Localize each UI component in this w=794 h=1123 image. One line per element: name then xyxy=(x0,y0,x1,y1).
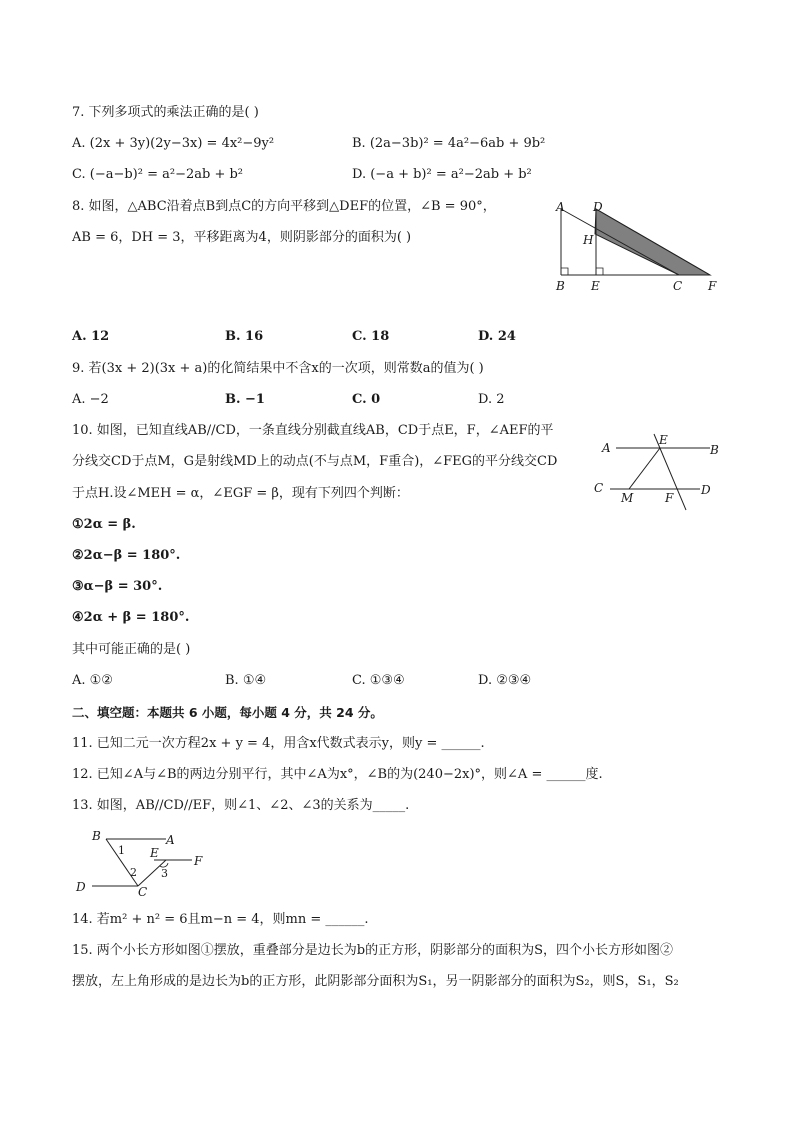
q8-label-a: A xyxy=(556,200,565,214)
q8-label-b: B xyxy=(556,279,565,293)
q7-option-a[interactable]: A. (2x + 3y)(2y−3x) = 4x²−9y² xyxy=(72,136,275,151)
q7-option-b[interactable]: B. (2a−3b)² = 4a²−6ab + 9b² xyxy=(352,136,546,151)
q10-label-m: M xyxy=(621,491,634,505)
q10-judgement-2: ②2α−β = 180°. xyxy=(72,548,181,563)
q13-label-1: 1 xyxy=(118,844,125,857)
q8-right-angle-e xyxy=(596,268,603,275)
q9-stem: 9. 若(3x + 2)(3x + a)的化简结果中不含x的一次项，则常数a的值为( ) xyxy=(72,361,484,376)
q8-stem-line1: 8. 如图，△ABC沿着点B到点C的方向平移到△DEF的位置，∠B = 90°， xyxy=(72,199,496,214)
q10-option-b[interactable]: B. ①④ xyxy=(225,673,267,688)
q10-question: 其中可能正确的是( ) xyxy=(72,642,191,657)
q8-option-d[interactable]: D. 24 xyxy=(478,329,516,344)
q8-label-e: E xyxy=(591,279,600,293)
q8-option-a[interactable]: A. 12 xyxy=(72,329,110,344)
q13-label-a: A xyxy=(166,833,175,847)
q14-stem: 14. 若m² + n² = 6且m−n = 4，则mn = ______. xyxy=(72,912,369,927)
q13-label-c: C xyxy=(138,885,148,898)
q8-label-f: F xyxy=(708,279,717,293)
q10-judgement-3: ③α−β = 30°. xyxy=(72,579,163,594)
q10-label-a: A xyxy=(602,441,611,455)
q8-label-c: C xyxy=(673,279,683,293)
q8-stem-line2: AB = 6，DH = 3，平移距离为4，则阴影部分的面积为( ) xyxy=(72,230,412,245)
q11-stem: 11. 已知二元一次方程2x + y = 4，用含x代数式表示y，则y = ______. xyxy=(72,736,485,751)
q7-stem: 7. 下列多项式的乘法正确的是( ) xyxy=(72,105,259,120)
q10-label-b: B xyxy=(710,443,719,457)
q13-stem: 13. 如图，AB//CD//EF，则∠1、∠2、∠3的关系为_____. xyxy=(72,798,410,813)
q9-option-d[interactable]: D. 2 xyxy=(478,392,505,407)
q9-option-a[interactable]: A. −2 xyxy=(72,392,109,407)
q10-option-d[interactable]: D. ②③④ xyxy=(478,673,532,688)
q10-label-e: E xyxy=(659,433,668,447)
q7-option-d[interactable]: D. (−a + b)² = a²−2ab + b² xyxy=(352,167,532,182)
q10-bisector-em xyxy=(629,448,660,489)
q8-translation-figure xyxy=(548,198,728,298)
q13-label-3: 3 xyxy=(161,867,168,880)
q10-stem-line1: 10. 如图，已知直线AB//CD，一条直线分别截直线AB，CD于点E，F，∠AEF的平 xyxy=(72,423,554,438)
q10-stem-line3: 于点H.设∠MEH = α，∠EGF = β，现有下列四个判断： xyxy=(72,486,409,501)
q10-label-d: D xyxy=(701,483,711,497)
q10-judgement-4: ④2α + β = 180°. xyxy=(72,610,190,625)
q7-option-c[interactable]: C. (−a−b)² = a²−2ab + b² xyxy=(72,167,244,182)
q10-option-a[interactable]: A. ①② xyxy=(72,673,113,688)
q13-label-2: 2 xyxy=(130,866,137,879)
q9-option-b[interactable]: B. −1 xyxy=(225,392,265,407)
q15-stem-line2: 摆放，左上角形成的是边长为b的正方形，此阴影部分面积为S₁，另一阴影部分的面积为S₂，则S，S₁，S₂ xyxy=(72,974,679,989)
q8-label-h: H xyxy=(583,233,594,247)
q13-label-d: D xyxy=(76,880,86,894)
q13-label-b: B xyxy=(92,829,101,843)
q13-parallel-figure xyxy=(72,826,212,898)
q15-stem-line1: 15. 两个小长方形如图①摆放，重叠部分是边长为b的正方形，阴影部分的面积为S，四个小长方形如图② xyxy=(72,943,674,958)
q8-option-b[interactable]: B. 16 xyxy=(225,329,264,344)
q12-stem: 12. 已知∠A与∠B的两边分别平行，其中∠A为x°，∠B的为(240−2x)°，则∠A = ______度. xyxy=(72,767,603,782)
q8-option-c[interactable]: C. 18 xyxy=(352,329,390,344)
q8-label-d: D xyxy=(593,200,603,214)
q13-label-f: F xyxy=(194,854,203,868)
q8-segment-ac xyxy=(561,209,679,275)
q10-parallel-lines-figure xyxy=(592,428,724,512)
q10-label-f: F xyxy=(665,491,674,505)
q13-label-e: E xyxy=(150,846,159,860)
q9-option-c[interactable]: C. 0 xyxy=(352,392,381,407)
section-2-heading: 二、填空题：本题共 6 小题，每小题 4 分，共 24 分。 xyxy=(72,705,383,720)
q10-label-c: C xyxy=(594,481,604,495)
q10-stem-line2: 分线交CD于点M，G是射线MD上的动点(不与点M，F重合)，∠FEG的平分线交CD xyxy=(72,454,558,469)
q10-judgement-1: ①2α = β. xyxy=(72,517,136,532)
q8-right-angle-b xyxy=(561,268,568,275)
q10-option-c[interactable]: C. ①③④ xyxy=(352,673,405,688)
